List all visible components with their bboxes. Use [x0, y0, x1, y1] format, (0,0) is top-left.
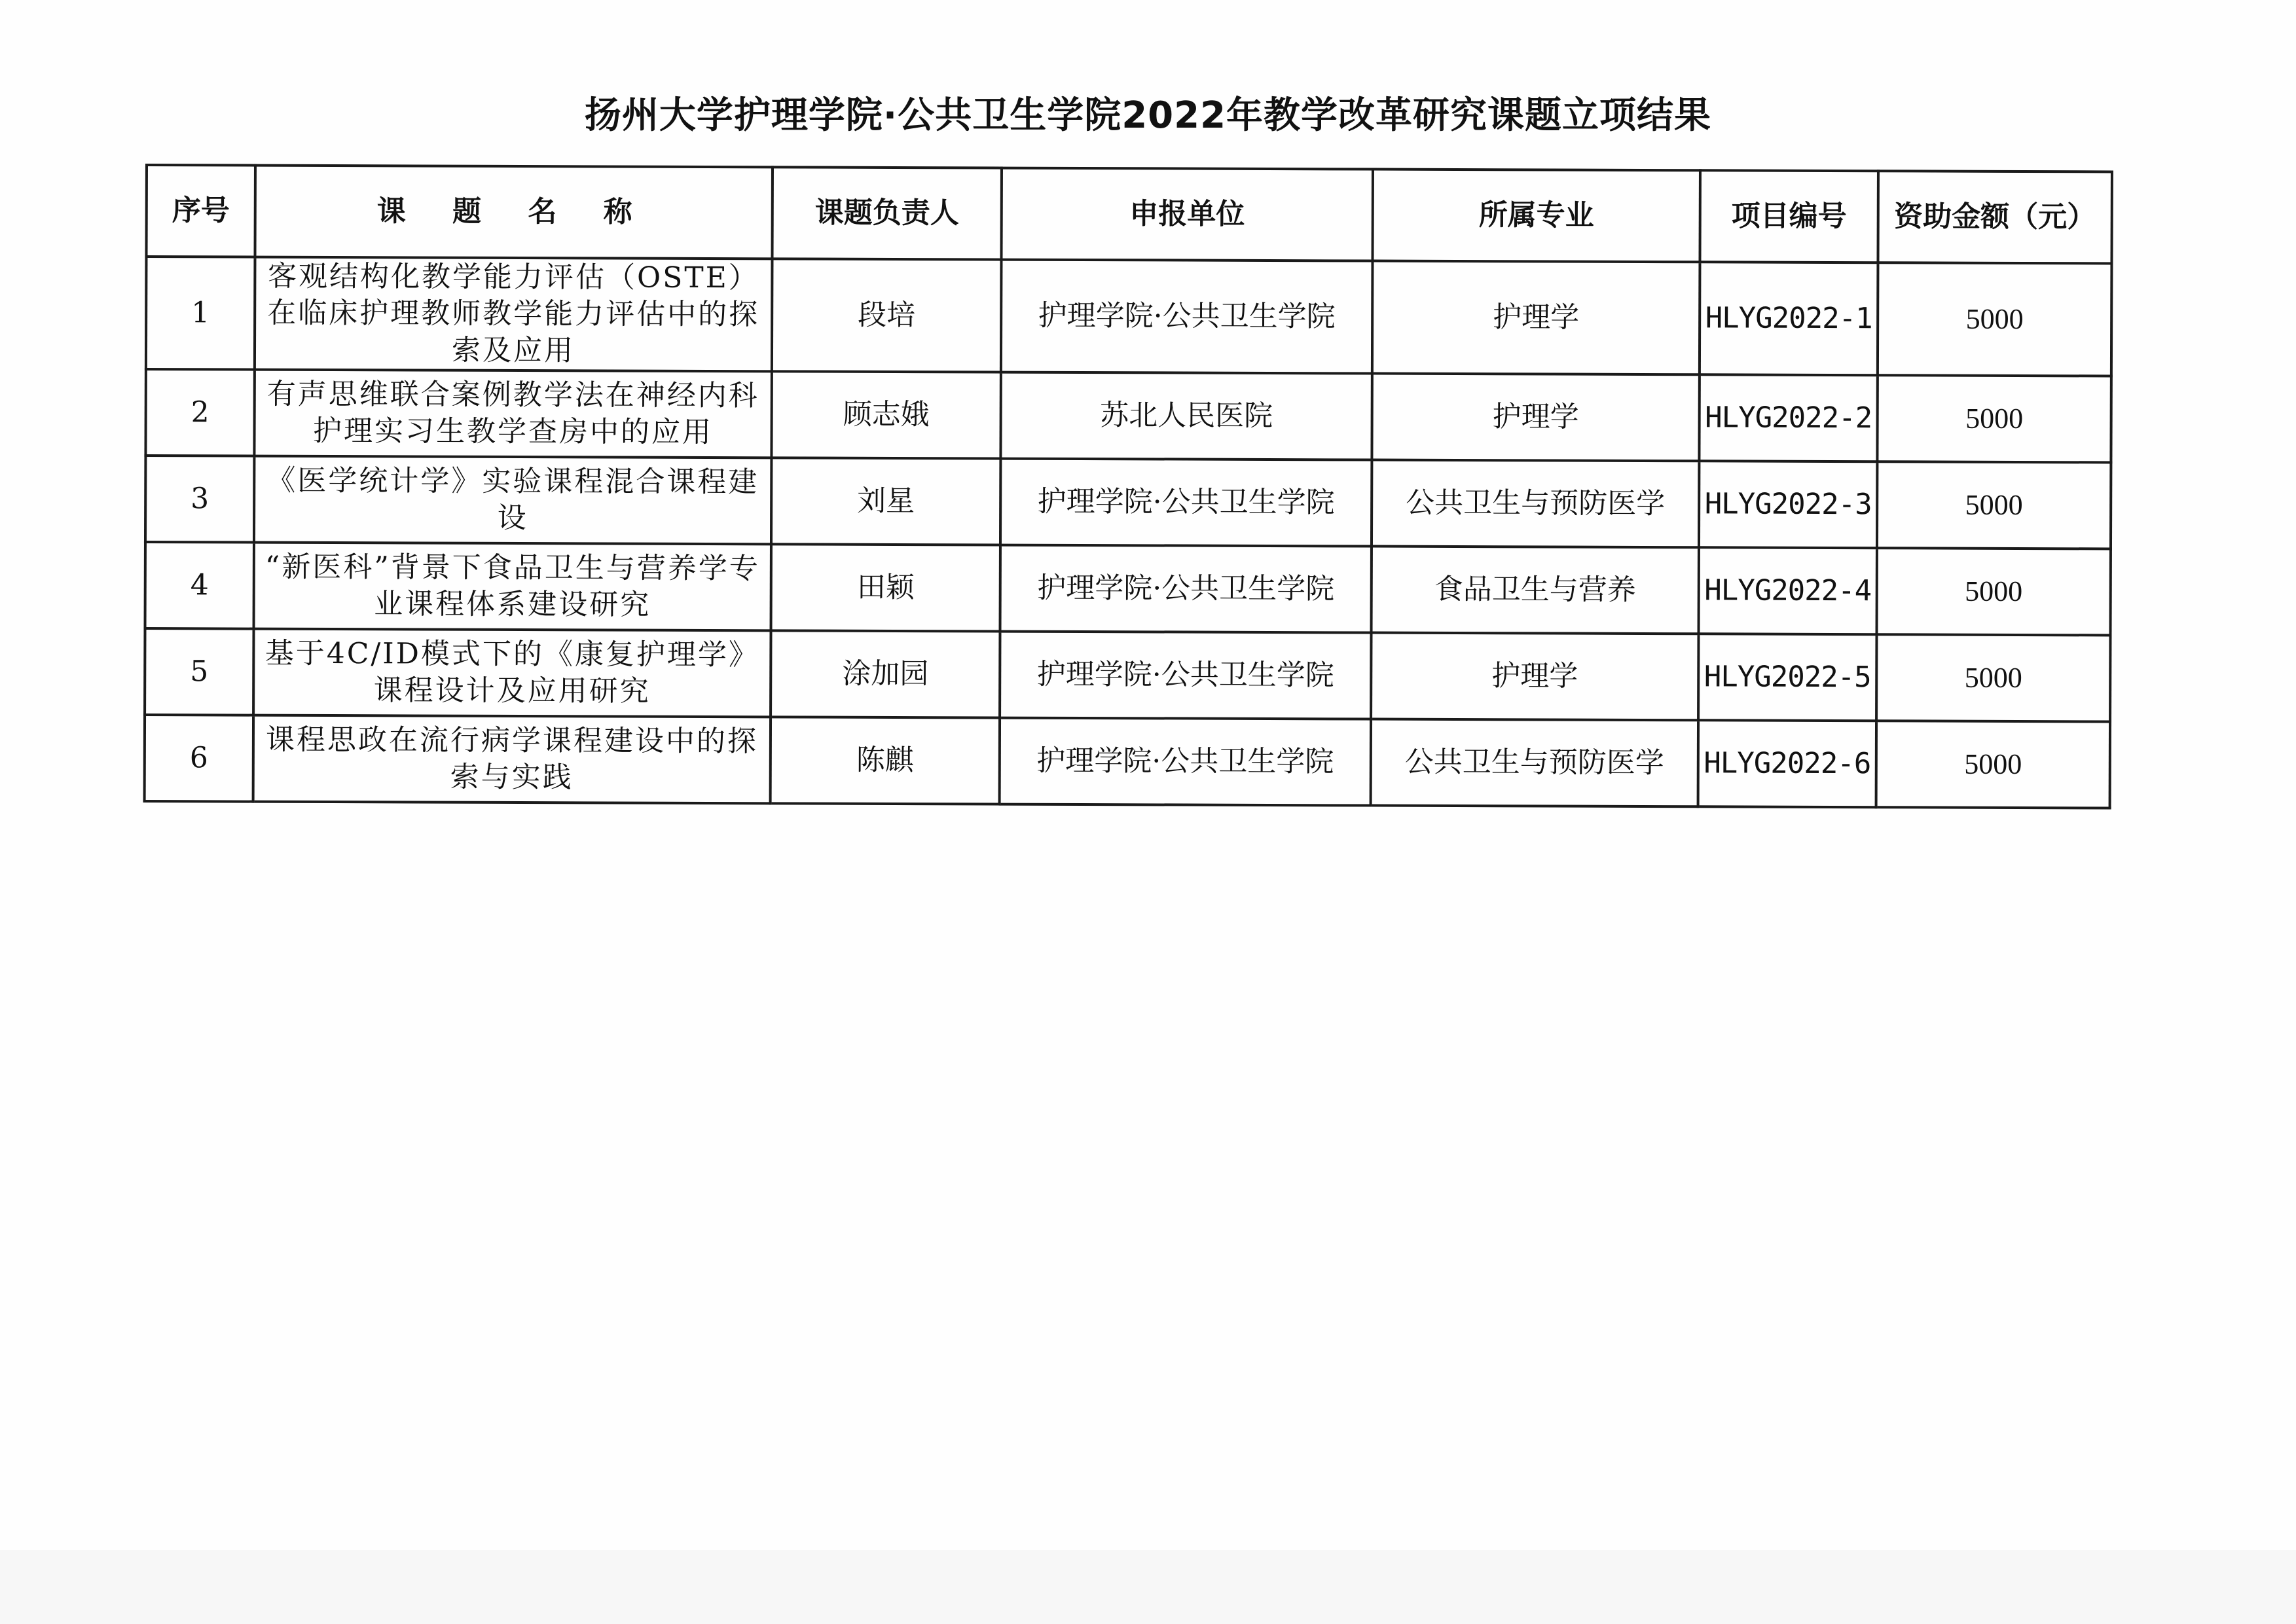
cell-topic: 《医学统计学》实验课程混合课程建设 [254, 456, 771, 545]
cell-no: 3 [145, 456, 254, 543]
cell-code: HLYG2022-3 [1699, 461, 1877, 548]
cell-topic: 课程思政在流行病学课程建设中的探索与实践 [253, 715, 771, 804]
cell-major: 护理学 [1372, 261, 1700, 375]
cell-topic: “新医科”背景下食品卫生与营养学专业课程体系建设研究 [254, 543, 771, 631]
cell-unit: 护理学院·公共卫生学院 [1000, 545, 1372, 633]
cell-major: 食品卫生与营养 [1372, 547, 1699, 634]
results-table [143, 164, 2113, 809]
cell-no: 6 [145, 715, 253, 802]
cell-code: HLYG2022-2 [1699, 374, 1877, 461]
cell-topic: 基于4C/ID模式下的《康复护理学》课程设计及应用研究 [253, 629, 771, 717]
cell-unit: 护理学院·公共卫生学院 [1000, 459, 1372, 547]
cell-amount: 5000 [1877, 375, 2111, 462]
table-row [145, 542, 2111, 635]
cell-leader: 刘星 [771, 458, 1000, 545]
header-leader: 课题负责人 [772, 167, 1001, 259]
cell-topic: 有声思维联合案例教学法在神经内科护理实习生教学查房中的应用 [254, 370, 771, 458]
cell-amount: 5000 [1877, 461, 2111, 549]
table-row [145, 369, 2111, 462]
header-no: 序号 [147, 165, 255, 257]
cell-no: 1 [146, 257, 255, 370]
cell-unit: 护理学院·公共卫生学院 [1001, 260, 1373, 374]
table-row [146, 257, 2112, 376]
cell-amount: 5000 [1877, 548, 2111, 635]
cell-major: 公共卫生与预防医学 [1372, 460, 1699, 548]
header-major: 所属专业 [1372, 170, 1700, 262]
cell-leader: 涂加园 [771, 630, 1000, 717]
table-header-row [147, 165, 2112, 263]
cell-leader: 田颖 [771, 544, 1000, 631]
cell-leader: 陈麒 [771, 717, 1000, 804]
cell-code: HLYG2022-6 [1698, 720, 1876, 807]
cell-topic: 客观结构化教学能力评估（OSTE）在临床护理教师教学能力评估中的探索及应用 [255, 257, 773, 372]
table-row [145, 456, 2111, 549]
cell-no: 2 [145, 369, 254, 456]
scan-bottom-band [0, 1550, 2296, 1624]
cell-no: 5 [145, 628, 253, 715]
cell-major: 公共卫生与预防医学 [1371, 719, 1698, 807]
cell-leader: 顾志娥 [771, 371, 1000, 458]
header-topic: 课 题 名 称 [255, 166, 773, 259]
header-amount: 资助金额（元） [1878, 171, 2111, 263]
cell-major: 护理学 [1372, 374, 1699, 461]
cell-unit: 护理学院·公共卫生学院 [1000, 718, 1371, 806]
cell-code: HLYG2022-4 [1699, 547, 1877, 634]
cell-no: 4 [145, 542, 254, 629]
header-unit: 申报单位 [1001, 168, 1372, 261]
cell-code: HLYG2022-1 [1700, 262, 1878, 375]
cell-amount: 5000 [1876, 721, 2110, 808]
cell-major: 护理学 [1371, 633, 1698, 721]
cell-unit: 护理学院·公共卫生学院 [1000, 632, 1371, 719]
cell-unit: 苏北人民医院 [1000, 372, 1372, 460]
table-row [145, 628, 2110, 721]
cell-amount: 5000 [1876, 634, 2110, 721]
header-code: 项目编号 [1700, 170, 1878, 262]
cell-amount: 5000 [1878, 262, 2112, 376]
table-row [145, 715, 2110, 808]
cell-code: HLYG2022-5 [1698, 634, 1876, 721]
document-title: 扬州大学护理学院·公共卫生学院2022年教学改革研究课题立项结果 [584, 94, 1712, 137]
cell-leader: 段培 [772, 259, 1002, 372]
